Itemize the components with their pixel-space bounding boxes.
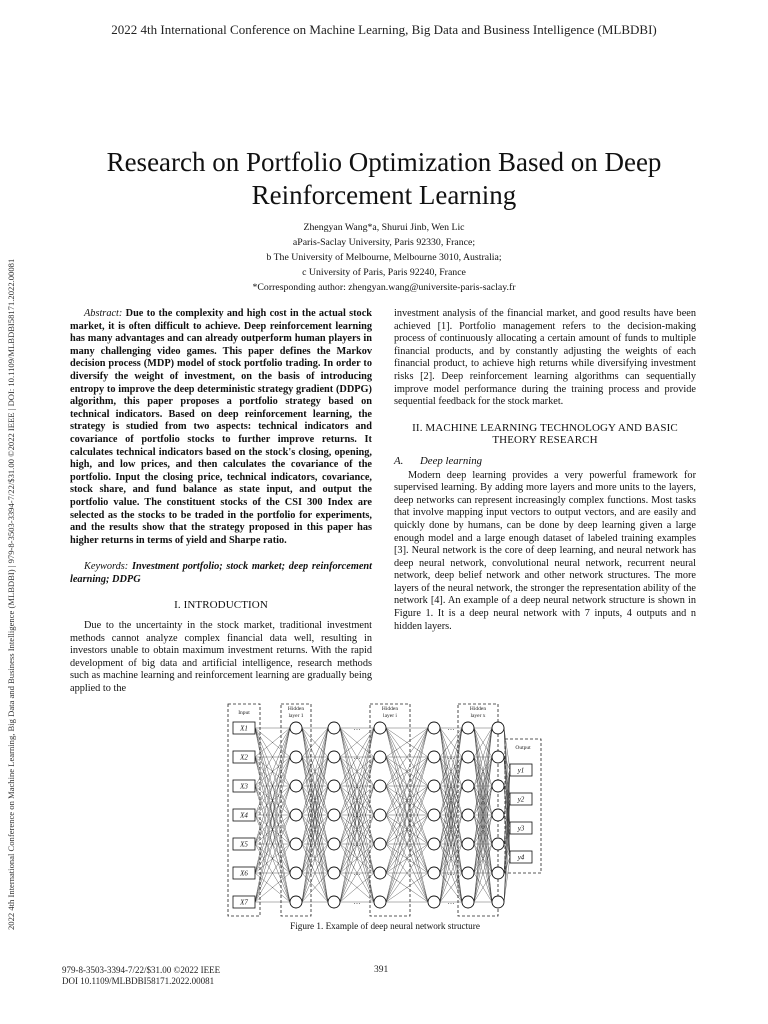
input-node-label: X5 — [240, 840, 248, 849]
neuron-node — [428, 867, 440, 879]
neuron-node — [328, 722, 340, 734]
affiliation-a: aParis-Saclay University, Paris 92330, France; — [292, 237, 476, 248]
neuron-node — [328, 896, 340, 908]
neuron-node — [374, 751, 386, 763]
layer-ellipsis: … — [447, 753, 455, 761]
layer-ellipsis: … — [353, 753, 361, 761]
neuron-node — [428, 896, 440, 908]
deep-learning-paragraph: Modern deep learning provides a very powerful framework for supervised learning. By adding more layers and more units to the layers, deep networks can represent increasingly complex functions. Most tasks that involve mapping input vectors to output vectors, and are easily and quickly done by humans, can be done by deep learning given a large enough model and a large enough dataset of labeled training examples [3]. Neural network is the core of deep learning, and neural network has deep neural network, convolutional neural network, recurrent neural network, deep belief network and other network structures. The more layers of the neural network, the stronger the representation ability of the network [4]. An example of a deep neural network structure is shown in Figure 1. It is a deep neural network with 7 inputs, 4 outputs and n hidden layers. — [394, 469, 696, 632]
layer-ellipsis: … — [447, 811, 455, 819]
input-label: Input — [238, 710, 250, 716]
neuron-node — [492, 809, 504, 821]
input-nodes — [233, 722, 255, 908]
hidden-layer-x-label-2: layer x — [470, 713, 486, 719]
neuron-node — [428, 722, 440, 734]
neuron-node — [492, 780, 504, 792]
hidden-layer-x-label-1: Hidden — [469, 706, 487, 712]
left-column — [70, 308, 372, 696]
author-names: Zhengyan Wang*a, Shurui Jinb, Wen Lic — [303, 222, 465, 233]
neuron-node — [374, 809, 386, 821]
neuron-node — [428, 751, 440, 763]
figure-caption: Figure 1. Example of deep neural network structure — [290, 921, 480, 931]
output-nodes — [510, 764, 532, 863]
layer-ellipsis: … — [447, 724, 455, 732]
neuron-node — [428, 780, 440, 792]
layer-ellipsis: … — [353, 724, 361, 732]
neuron-node — [462, 780, 474, 792]
output-node-label: y2 — [517, 795, 525, 804]
footer-doi: DOI 10.1109/MLBDBI58171.2022.00081 — [62, 976, 215, 986]
page-number: 391 — [374, 965, 389, 975]
footer-isbn: 979-8-3503-3394-7/22/$31.00 ©2022 IEEE — [62, 965, 221, 975]
abstract-text: Due to the complexity and high cost in the actual stock market, it is often difficult to achieve. Deep reinforcement learning has many advantages and can already outperform human players in many challenging video games. This paper defines the Markov decision process (MDP) model of stock portfolio trading. In order to diversify the weight of investment, on the basis of introducing entropy to improve the deep deterministic strategy gradient (DDPG) algorithm, this paper proposes a portfolio strategy based on technical indicators. Based on deep reinforcement learning, the strategy is studied from two aspects: technical indicators and covariance of portfolio stocks to further improve returns. It calculates technical indicators based on the stock's closing, opening, high, and low prices, and then calculates the covariance of the portfolio. Input the closing price, technical indicators, covariance, stock share, and fund balance as state input, and output the portfolio value. The constituent stocks of the CSI 300 Index are selected as the stocks to be traded in the portfolio for experiments, and the results show that the strategy proposed in this paper has higher returns in terms of yield and Sharpe ratio. — [70, 308, 373, 546]
abstract-label: Abstract: — [84, 308, 123, 319]
layer-ellipsis: … — [353, 898, 361, 906]
introduction-continuation: investment analysis of the financial market, and good results have been achieved [1]. Portfolio management refers to the decision-making process of continuously allocating a certain amount of funds to multiple financial products, and by constantly adjusting the weights of each financial product, to achieve high returns while diversifying investment risks [2]. Deep reinforcement learning algorithms can sequentially improve model performance during the training process and provide sequential feedback for the stock market. — [394, 308, 696, 408]
neuron-node — [492, 867, 504, 879]
neuron-node — [290, 722, 302, 734]
neuron-node — [428, 809, 440, 821]
output-node-label: y4 — [517, 853, 525, 862]
neuron-node — [492, 722, 504, 734]
author-block — [100, 220, 668, 295]
affiliation-c: c University of Paris, Paris 92240, France — [302, 267, 466, 278]
neural-network-figure — [222, 700, 548, 918]
footer-identifiers — [62, 965, 220, 987]
introduction-paragraph: Due to the uncertainty in the stock market, traditional investment methods cannot analyze complex financial data well, resulting in investors unable to obtain maximum investment returns. With the rapid development of big data and artificial intelligence, research methods such as machine learning and reinforcement learning are gradually being applied to the — [70, 620, 372, 695]
neuron-node — [462, 896, 474, 908]
neuron-node — [290, 809, 302, 821]
neuron-node — [290, 838, 302, 850]
neuron-node — [290, 896, 302, 908]
neuron-node — [374, 780, 386, 792]
neuron-node — [462, 751, 474, 763]
paper-title — [40, 146, 728, 212]
keywords-label: Keywords: — [84, 561, 129, 573]
layer-ellipsis: … — [447, 869, 455, 877]
neuron-node — [374, 722, 386, 734]
sidebar-metadata: 2022 4th International Conference on Machine Learning, Big Data and Business Intelligence (MLBDBI) | 979-8-3503-3394-7/22/$31.00 ©2022 IEEE | DOI: 10.1109/MLBDBI58171.2022.00081 — [6, 258, 16, 930]
neuron-node — [374, 838, 386, 850]
output-node-label: y1 — [517, 766, 525, 775]
subsection-title: Deep learning — [420, 454, 483, 467]
title-line-1: Research on Portfolio Optimization Based on Deep — [106, 147, 662, 177]
hidden-layer-1-label-2: layer 1 — [288, 713, 304, 719]
section-heading-ml: II. MACHINE LEARNING TECHNOLOGY AND BASIC THEORY RESEARCH — [412, 421, 678, 447]
neuron-node — [462, 838, 474, 850]
layer-ellipsis: … — [353, 840, 361, 848]
hidden-layer-i-label-2: layer i — [383, 713, 397, 719]
neuron-node — [328, 867, 340, 879]
output-node-label: y3 — [517, 824, 525, 833]
neuron-node — [462, 722, 474, 734]
input-node-label: X6 — [240, 869, 248, 878]
neuron-node — [328, 809, 340, 821]
output-label: Output — [515, 745, 531, 751]
neuron-node — [492, 751, 504, 763]
corresponding-author: *Corresponding author: zhengyan.wang@universite-paris-saclay.fr — [252, 282, 516, 293]
input-node-label: X1 — [240, 724, 248, 733]
neuron-node — [374, 896, 386, 908]
neuron-node — [328, 751, 340, 763]
layer-ellipsis: … — [353, 811, 361, 819]
input-node-label: X7 — [240, 898, 248, 907]
abstract — [70, 308, 372, 547]
neuron-node — [328, 780, 340, 792]
subsection-letter: A. — [394, 454, 404, 467]
input-node-label: X3 — [240, 782, 248, 791]
neuron-node — [492, 896, 504, 908]
layer-ellipsis: … — [447, 782, 455, 790]
layer-ellipsis: … — [447, 840, 455, 848]
neuron-node — [462, 867, 474, 879]
neuron-node — [290, 780, 302, 792]
section-heading-introduction: I. INTRODUCTION — [174, 599, 268, 612]
conference-header: 2022 4th International Conference on Machine Learning, Big Data and Business Intelligence (MLBDBI) — [111, 22, 657, 37]
subsection-heading — [394, 455, 696, 468]
right-column — [394, 308, 696, 633]
input-node-label: X4 — [240, 811, 248, 820]
hidden-layer-1-label-1: Hidden — [287, 706, 305, 712]
layer-ellipsis: … — [447, 898, 455, 906]
layer-ellipsis: … — [353, 782, 361, 790]
neuron-node — [462, 809, 474, 821]
affiliation-b: b The University of Melbourne, Melbourne 3010, Australia; — [266, 252, 502, 263]
neuron-node — [290, 867, 302, 879]
keywords-text: Investment portfolio; stock market; deep reinforcement learning; DDPG — [70, 561, 372, 585]
neuron-node — [328, 838, 340, 850]
hidden-layer-i-label-1: Hidden — [381, 706, 399, 712]
input-node-label: X2 — [240, 753, 248, 762]
title-line-2: Reinforcement Learning — [251, 180, 517, 210]
keywords — [70, 561, 372, 586]
neuron-node — [290, 751, 302, 763]
layer-ellipsis: … — [353, 869, 361, 877]
neuron-node — [374, 867, 386, 879]
neuron-node — [492, 838, 504, 850]
neuron-node — [428, 838, 440, 850]
